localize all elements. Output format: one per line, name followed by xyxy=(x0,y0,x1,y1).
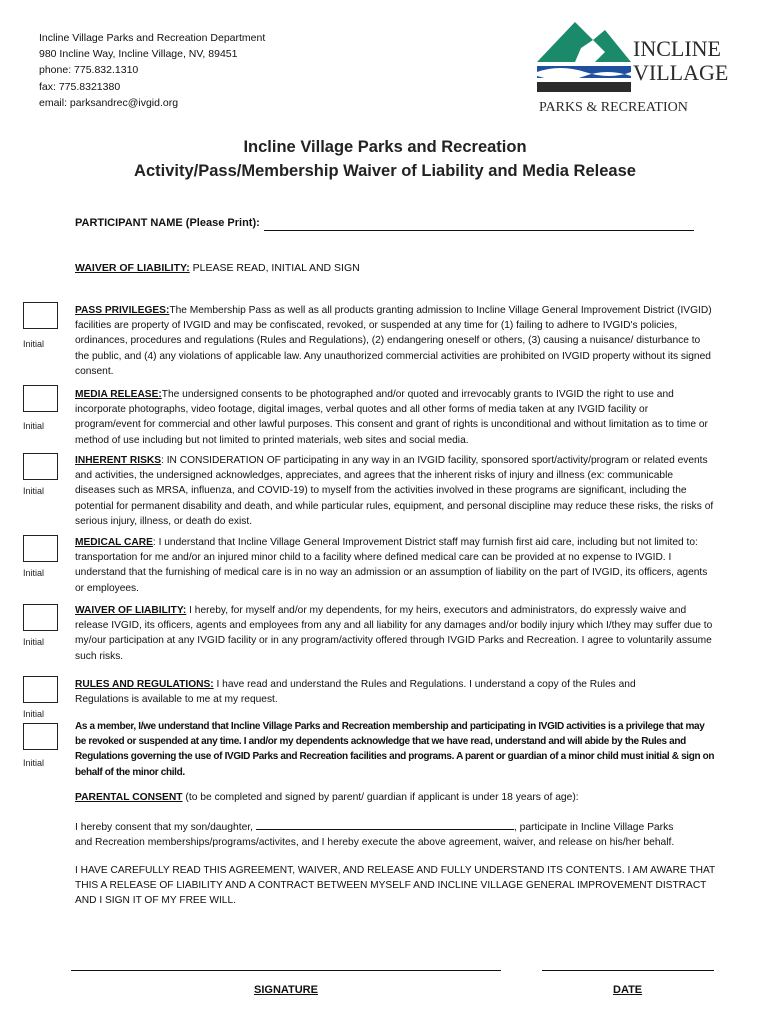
participant-name-label: PARTICIPANT NAME (Please Print): xyxy=(75,217,260,229)
initial-label: Initial xyxy=(23,568,45,578)
org-address: 980 Incline Way, Incline Village, NV, 89451 xyxy=(39,48,238,61)
org-name: Incline Village Parks and Recreation Department xyxy=(39,32,266,44)
initial-box-6[interactable] xyxy=(23,676,58,703)
date-field[interactable] xyxy=(542,970,714,971)
logo-line1: INCLINE xyxy=(633,36,721,61)
initial-box-5[interactable] xyxy=(23,604,58,631)
initial-box-4[interactable] xyxy=(23,535,58,562)
section-medical-care: MEDICAL CARE: I understand that Incline Village General Improvement District staff may furnish first aid care, including but not limited to: transportation for me and/or an injured minor child to a facility where defined medical care can be provided at no expense to IVGID. I understand that the furnishing of medical care is in no way an admission or an assumption of liability on the part of IVGID, its officers, agents or employees. xyxy=(75,537,708,594)
document-title: Incline Village Parks and Recreation xyxy=(243,138,527,156)
initial-box-3[interactable] xyxy=(23,453,58,480)
org-email: email: parksandrec@ivgid.org xyxy=(39,96,179,109)
parental-consent-line2: and Recreation memberships/programs/activites, and I hereby execute the above agreement, waiver, and release on his/her behalf. xyxy=(75,837,675,848)
section-waiver-of-liability: WAIVER OF LIABILITY: I hereby, for myself and/or my dependents, for my heirs, executors and administrators, do expressly waive and release IVGID, its officers, agents and employees from any and all liability for any damages and/or bodily injury which I/they may suffer due to my/our participation at any IVGID facility or in any program/activity offered through IVGID Parks and Recreation. I agree to voluntarily assume such risks. xyxy=(75,605,713,662)
org-fax: fax: 775.8321380 xyxy=(39,80,121,93)
initial-label: Initial xyxy=(23,486,45,496)
initial-label: Initial xyxy=(23,421,45,431)
participant-name-field[interactable] xyxy=(264,230,694,231)
logo-line3: PARKS & RECREATION xyxy=(539,100,688,115)
minor-name-field[interactable] xyxy=(256,819,514,830)
parental-consent-header: PARENTAL CONSENT (to be completed and signed by parent/ guardian if applicant is under 18 years of age): xyxy=(75,792,579,803)
acknowledgement-text: I HAVE CAREFULLY READ THIS AGREEMENT, WAIVER, AND RELEASE AND FULLY UNDERSTAND ITS CONTENTS. I AM AWARE THAT THIS A RELEASE OF LIABILITY AND A CONTRACT BETWEEN MYSELF AND INCLINE VILLAGE GENERAL IMPROVEMENT DISTRACT AND I SIGN IT OF MY FREE WILL. xyxy=(75,865,716,907)
mountain-logo-icon xyxy=(535,18,735,116)
initial-label: Initial xyxy=(23,339,45,349)
member-statement: As a member, I/we understand that Incline Village Parks and Recreation membership and participating in IVGID activities is a privilege that may be revoked or suspended at any time. I and/or my dependents acknowledge that we have read, understand and will abide by the Rules and Regulations governing the use of IVGID Parks and Recreation facilities and programs. A parent or guardian of a minor child must initial & sign on behalf of the minor child. xyxy=(75,721,715,778)
date-label: DATE xyxy=(613,984,643,996)
contact-block xyxy=(39,30,265,111)
logo-line2: VILLAGE xyxy=(633,60,729,85)
section-media-release: MEDIA RELEASE:The undersigned consents to be photographed and/or quoted and irrevocably grants to IVGID the right to use and incorporate photographs, video footage, digital images, verbal quotes and all other forms of media taken at any IVGID facility or program/event for commercial and other lawful purposes. This consent and grant of rights is unconditional and without limitation as to time or method of use including but not limited to printed materials, web sites and social media. xyxy=(75,389,708,446)
initial-label: Initial xyxy=(23,758,45,768)
parental-consent-line1: I hereby consent that my son/daughter, , participate in Incline Village Parks xyxy=(75,819,673,835)
section-inherent-risks: INHERENT RISKS: IN CONSIDERATION OF participating in any way in an IVGID facility, sponsored sport/activity/program or related events and activities, the undersigned acknowledges, appreciates, and agrees that the inherent risks of injury and illness (ex: communicable diseases such as MRSA, influenza, and COVID-19) to myself from the activities involved in these programs are significant, including the potential for permanent disability and death, and while particular rules, equipment, and personal discipline may reduce these risks, the risks of serious injury, illness, or death do exist. xyxy=(75,455,714,527)
incline-village-logo xyxy=(535,18,735,116)
section-rules-and-regulations: RULES AND REGULATIONS: I have read and understand the Rules and Regulations. I understand a copy of the Rules and Regulations is available to me at my request. xyxy=(75,679,636,706)
org-phone: phone: 775.832.1310 xyxy=(39,64,139,77)
document-subtitle: Activity/Pass/Membership Waiver of Liability and Media Release xyxy=(134,162,636,180)
initial-box-7[interactable] xyxy=(23,723,58,750)
signature-label: SIGNATURE xyxy=(254,984,318,996)
waiver-header: WAIVER OF LIABILITY: PLEASE READ, INITIAL AND SIGN xyxy=(75,262,360,274)
initial-label: Initial xyxy=(23,637,45,647)
initial-label: Initial xyxy=(23,709,45,719)
initial-box-2[interactable] xyxy=(23,385,58,412)
initial-box-1[interactable] xyxy=(23,302,58,329)
section-pass-privileges: PASS PRIVILEGES:The Membership Pass as well as all products granting admission to Incline Village General Improvement District (IVGID) facilities are property of IVGID and may be confiscated, revoked, or suspended at any time for (1) failing to adhere to IVGID's policies, ordinances, procedures and regulations (Rules and Regulations), (2) endangering oneself or others, (3) causing a nuisance/ disturbance to the public, and (4) any violations of applicable law. Any unauthorized commercial activities are prohibited on IVGID property without its signed consent. xyxy=(75,305,712,377)
signature-field[interactable] xyxy=(71,970,501,971)
